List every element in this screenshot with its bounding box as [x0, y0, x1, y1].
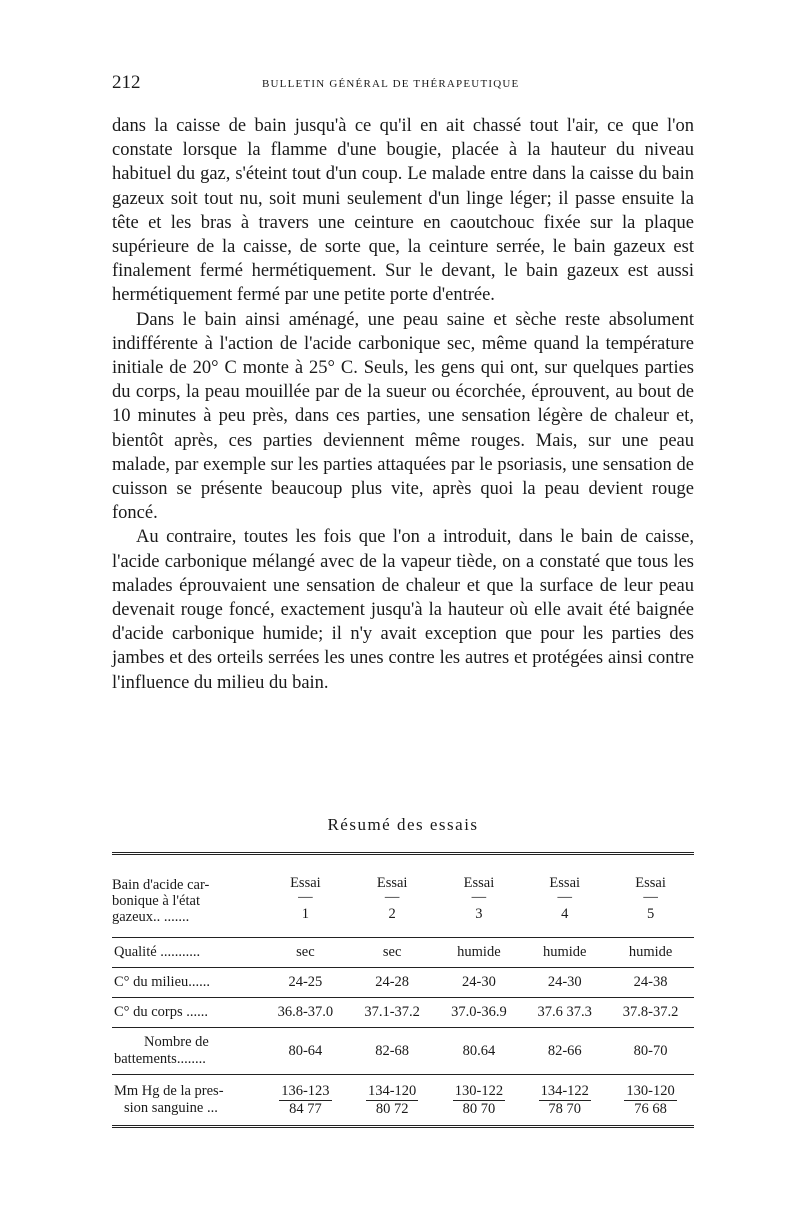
running-title: BULLETIN GÉNÉRAL DE THÉRAPEUTIQUE [262, 78, 520, 90]
table-cell: 37.1-37.2 [349, 998, 436, 1028]
table-title: Résumé des essais [327, 815, 479, 834]
table-cell [436, 1075, 523, 1127]
essai-dash: — [557, 889, 572, 905]
essai-header [436, 854, 523, 938]
page-number: 212 [112, 72, 141, 93]
table-row-battements [112, 1028, 694, 1075]
pressure-fraction [624, 1083, 676, 1118]
table-cell: 24-30 [522, 968, 607, 998]
essai-label: Essai [549, 875, 581, 891]
diastolic-value: 80 70 [462, 1100, 496, 1117]
systolic-value: 134-122 [540, 1082, 589, 1099]
summary-table [112, 852, 694, 1128]
table-cell: 24-28 [349, 968, 436, 998]
essai-dash: — [384, 889, 400, 905]
table-header-row [112, 854, 694, 938]
essai-header [349, 854, 436, 938]
essai-dash: — [471, 889, 487, 905]
table-cell: 36.8-37.0 [262, 998, 349, 1028]
row-label-line: Nombre de [144, 1034, 209, 1050]
systolic-value: 130-120 [626, 1082, 675, 1099]
row-label: C° du corps ...... [112, 998, 262, 1028]
table-cell: 37.0-36.9 [436, 998, 523, 1028]
header-label-line: gazeux.. ....... [112, 909, 190, 925]
table-cell: humide [436, 938, 523, 968]
essai-number: 5 [646, 906, 655, 922]
table-cell: 24-25 [262, 968, 349, 998]
systolic-value: 136-123 [281, 1082, 330, 1099]
essai-number: 4 [561, 906, 569, 922]
essai-label: Essai [290, 875, 321, 891]
table-cell: 80.64 [436, 1028, 523, 1075]
essai-dash: — [643, 889, 658, 905]
essai-number: 2 [388, 906, 396, 922]
table-cell: 24-38 [607, 968, 694, 998]
essai-header [262, 854, 349, 938]
header-label-cell [112, 854, 262, 938]
diastolic-value: 76 68 [634, 1100, 667, 1117]
table-cell [522, 1075, 607, 1127]
pressure-fraction [539, 1083, 591, 1118]
table-cell: humide [522, 938, 607, 968]
table-cell: 80-64 [262, 1028, 349, 1075]
systolic-value: 134-120 [367, 1082, 417, 1099]
row-label [112, 1075, 262, 1127]
table-cell: humide [607, 938, 694, 968]
essai-header [522, 854, 607, 938]
essai-dash: — [298, 889, 313, 905]
row-label [112, 1028, 262, 1075]
essai-header [607, 854, 694, 938]
header-label-line: bonique à l'état [112, 893, 200, 909]
pressure-fraction [279, 1083, 331, 1118]
table-cell: 24-30 [436, 968, 523, 998]
row-label-line: Mm Hg de la pres- [114, 1083, 224, 1099]
essai-label: Essai [635, 875, 666, 891]
diastolic-value: 84 77 [289, 1100, 322, 1117]
paragraph: Au contraire, toutes les fois que l'on a introduit, dans le bain de caisse, l'acide carbonique mélangé avec de la vapeur tiède, on a constaté que tous les malades éprouvaient une sensation de chaleur et que la surface de leur peau devenait rouge foncé, exactement jusqu'à la hauteur où elle avait été baignée d'acide carbonique humide; il n'y avait exception que pour les parties des jambes et des orteils serrées les unes contre les autres et protégées ainsi contre l'influence du milieu du bain. [112, 527, 694, 693]
table-row-corps [112, 998, 694, 1028]
table-cell: sec [262, 938, 349, 968]
table-row-pression [112, 1075, 694, 1127]
row-label: Qualité ........... [112, 938, 262, 968]
paragraph: Dans le bain ainsi aménagé, une peau saine et sèche reste absolument indifférente à l'action de l'acide carbonique sec, même quand la température initiale de 20° C monte à 25° C. Seuls, les gens qui ont, sur quelques parties du corps, la peau mouillée par de la sueur ou écorchée, éprouvent, au bout de 10 minutes à peu près, dans ces parties, une sensation légère de chaleur et, bientôt après, ces parties deviennent même rouges. Mais, sur une peau malade, par exemple sur les parties attaquées par le psoriasis, une sensation de cuisson se présente beaucoup plus vite, après quoi la peau devient rouge foncé. [112, 309, 694, 524]
page-header [112, 72, 690, 98]
table-cell: sec [349, 938, 436, 968]
essai-label: Essai [463, 875, 495, 891]
table-cell: 82-66 [522, 1028, 607, 1075]
table-cell: 82-68 [349, 1028, 436, 1075]
table-cell [607, 1075, 694, 1127]
table-cell [349, 1075, 436, 1127]
header-label-line: Bain d'acide car- [112, 877, 210, 893]
systolic-value: 130-122 [454, 1082, 504, 1099]
pressure-fraction [366, 1083, 418, 1118]
row-label: C° du milieu...... [112, 968, 262, 998]
essai-number: 3 [475, 906, 483, 922]
table-row-milieu [112, 968, 694, 998]
table-cell: 37.8-37.2 [607, 998, 694, 1028]
essai-label: Essai [376, 875, 408, 891]
paragraph: dans la caisse de bain jusqu'à ce qu'il en ait chassé tout l'air, ce que l'on constate lorsque la flamme d'une bougie, placée à la hauteur du niveau habituel du gaz, s'éteint tout d'un coup. Le malade entre dans la caisse du bain gazeux soit tout nu, soit muni seulement d'un linge léger; il passe ensuite la tête et les bras à travers une ceinture en caoutchouc fixée sur la plaque supérieure de la caisse, de sorte que, la ceinture serrée, le bain gazeux est finalement fermé hermétiquement. Sur le devant, le bain gazeux est aussi hermétiquement fermé par une petite porte d'entrée. [112, 116, 694, 306]
table-cell: 37.6 37.3 [522, 998, 607, 1028]
diastolic-value: 80 72 [375, 1100, 409, 1117]
diastolic-value: 78 70 [548, 1100, 582, 1117]
table-cell: 80-70 [607, 1028, 694, 1075]
table-row-qualite [112, 938, 694, 968]
essai-number: 1 [301, 906, 309, 922]
table-cell [262, 1075, 349, 1127]
row-label-line: sion sanguine ... [124, 1100, 218, 1116]
body-text [112, 114, 694, 695]
pressure-fraction [453, 1083, 505, 1118]
row-label-line: battements........ [114, 1051, 206, 1067]
